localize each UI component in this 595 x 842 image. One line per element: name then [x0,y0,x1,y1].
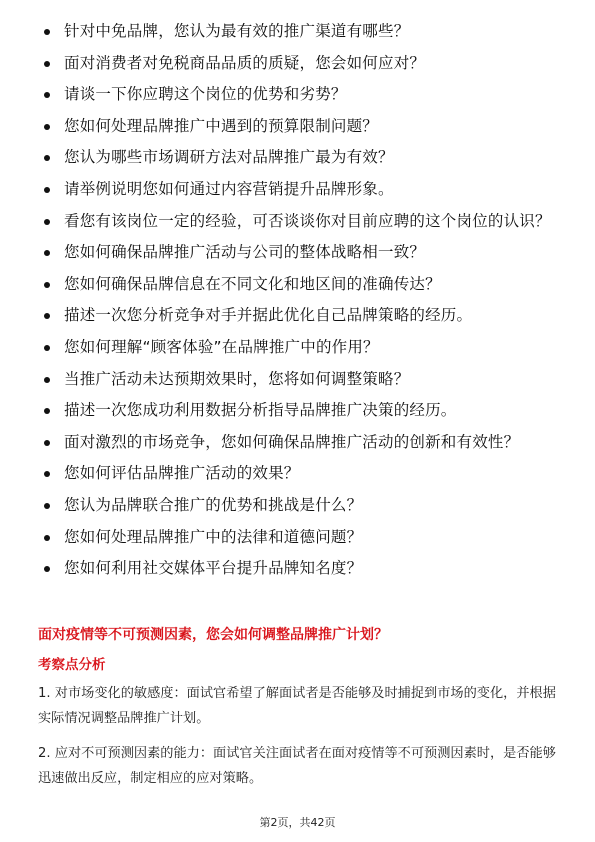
analysis-point: 2. 应对不可预测因素的能力：面试官关注面试者在面对疫情等不可预测因素时，是否能够迅速做出反应，制定相应的应对策略。 [38,746,556,786]
bullet-icon [44,313,50,319]
question-text: 请谈一下你应聘这个岗位的优势和劣势？ [64,85,347,104]
bullet-icon [44,345,50,351]
analysis-body [38,681,562,801]
list-item [38,115,558,138]
question-text: 您如何理解“顾客体验”在品牌推广中的作用？ [64,337,379,356]
list-item [38,368,558,391]
question-text: 您如何确保品牌推广活动与公司的整体战略相一致？ [64,243,426,262]
list-item [38,52,558,75]
list-item [38,336,558,359]
question-text: 您认为品牌联合推广的优势和挑战是什么？ [64,495,363,514]
list-item [38,494,558,517]
analysis-heading: 考察点分析 [38,657,106,673]
page-number: 第2页，共42页 [259,816,336,829]
bullet-icon [44,377,50,383]
question-text: 当推广活动未达预期效果时，您将如何调整策略？ [64,369,410,388]
analysis-point: 1. 对市场变化的敏感度：面试官希望了解面试者是否能够及时捕捉到市场的变化，并根据实际情况调整品牌推广计划。 [38,686,556,726]
list-item [38,431,558,454]
question-list [38,20,558,589]
bullet-icon [44,61,50,67]
question-text: 您如何处理品牌推广中的法律和道德问题？ [64,527,363,546]
bullet-icon [44,92,50,98]
list-item [38,462,558,485]
bullet-icon [44,471,50,477]
bullet-icon [44,187,50,193]
bullet-icon [44,503,50,509]
question-text: 面对激烈的市场竞争，您如何确保品牌推广活动的创新和有效性？ [64,432,520,451]
question-text: 您认为哪些市场调研方法对品牌推广最为有效？ [64,148,394,167]
list-item [38,241,558,264]
bullet-icon [44,282,50,288]
list-item [38,526,558,549]
question-text: 您如何评估品牌推广活动的效果？ [64,464,300,483]
list-item [38,178,558,201]
focus-question-heading: 面对疫情等不可预测因素，您会如何调整品牌推广计划？ [38,627,388,643]
bullet-icon [44,219,50,225]
list-item [38,83,558,106]
question-text: 请举例说明您如何通过内容营销提升品牌形象。 [64,179,394,198]
list-item [38,146,558,169]
bullet-icon [44,155,50,161]
list-item [38,210,558,233]
list-item [38,399,558,422]
question-text: 针对中免品牌，您认为最有效的推广渠道有哪些？ [64,22,410,40]
question-text: 描述一次您成功利用数据分析指导品牌推广决策的经历。 [64,401,457,420]
list-item [38,20,558,43]
bullet-icon [44,408,50,414]
bullet-icon [44,250,50,256]
list-item [38,304,558,327]
list-item [38,273,558,296]
question-text: 您如何利用社交媒体平台提升品牌知名度？ [64,559,363,578]
question-text: 您如何确保品牌信息在不同文化和地区间的准确传达？ [64,274,441,293]
bullet-icon [44,124,50,130]
bullet-icon [44,535,50,541]
question-text: 您如何处理品牌推广中遇到的预算限制问题？ [64,116,379,135]
question-text: 面对消费者对免税商品品质的质疑，您会如何应对？ [64,53,426,72]
bullet-icon [44,29,50,35]
bullet-icon [44,440,50,446]
bullet-icon [44,566,50,572]
question-text: 描述一次您分析竞争对手并据此优化自己品牌策略的经历。 [64,306,473,325]
question-text: 看您有该岗位一定的经验，可否谈谈你对目前应聘的这个岗位的认识？ [64,211,551,230]
list-item [38,557,558,580]
